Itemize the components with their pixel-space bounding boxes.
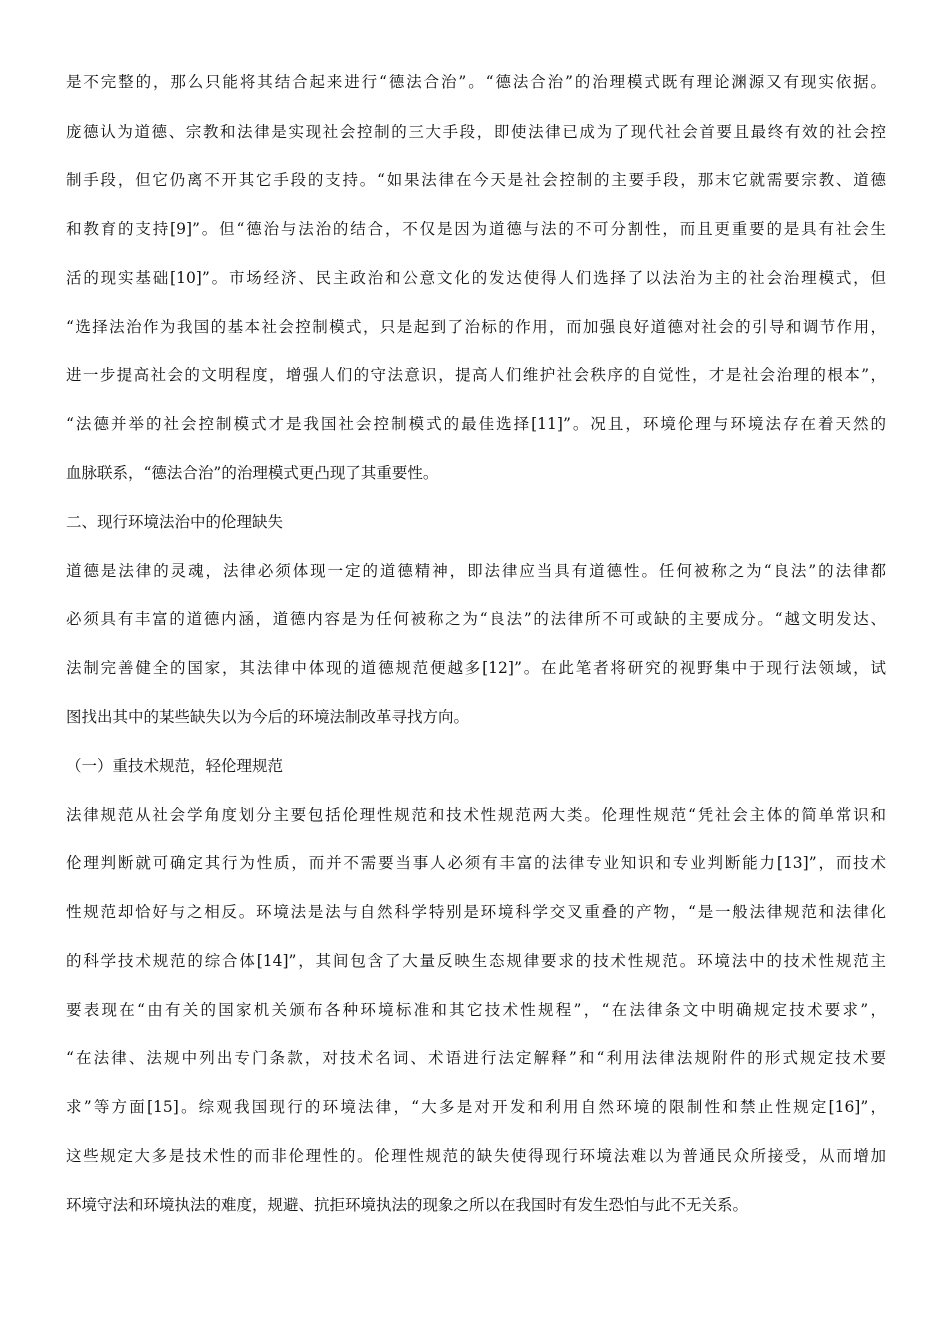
text-line: 环境守法和环境执法的难度，规避、抗拒环境执法的现象之所以在我国时有发生恐怕与此不无关系。 <box>66 1196 749 1214</box>
text-line: 是不完整的，那么只能将其结合起来进行“德法合治”。“德法合治”的治理模式既有理论渊源又有现实依据。 <box>66 73 886 91</box>
text-line: 图找出其中的某些缺失以为今后的环境法制改革寻找方向。 <box>66 708 470 726</box>
text-line: 制手段，但它仍离不开其它手段的支持。“如果法律在今天是社会控制的主要手段，那末它就需要宗教、道德 <box>66 171 886 189</box>
text-line: “选择法治作为我国的基本社会控制模式，只是起到了治标的作用，而加强良好道德对社会的引导和调节作用， <box>66 318 886 336</box>
text-line: 和教育的支持[9]”。但“德治与法治的结合，不仅是因为道德与法的不可分割性，而且更重要的是具有社会生 <box>66 220 886 238</box>
text-line: 性规范却恰好与之相反。环境法是法与自然科学特别是环境科学交叉重叠的产物，“是一般法律规范和法律化 <box>66 903 886 921</box>
text-line: 这些规定大多是技术性的而非伦理性的。伦理性规范的缺失使得现行环境法难以为普通民众所接受，从而增加 <box>66 1147 886 1165</box>
text-line: 血脉联系，“德法合治”的治理模式更凸现了其重要性。 <box>66 464 439 482</box>
text-line: 道德是法律的灵魂，法律必须体现一定的道德精神，即法律应当具有道德性。任何被称之为“良法”的法律都 <box>66 562 886 580</box>
text-line: 求”等方面[15]。综观我国现行的环境法律，“大多是对开发和利用自然环境的限制性和禁止性规定[16]”， <box>66 1098 886 1116</box>
section-heading: 二、现行环境法治中的伦理缺失 <box>66 513 284 531</box>
text-line: 活的现实基础[10]”。市场经济、民主政治和公意文化的发达使得人们选择了以法治为主的社会治理模式，但 <box>66 269 886 287</box>
text-line: 进一步提高社会的文明程度，增强人们的守法意识，提高人们维护社会秩序的自觉性，才是社会治理的根本”， <box>66 366 886 384</box>
text-line: 必须具有丰富的道德内涵，道德内容是为任何被称之为“良法”的法律所不可或缺的主要成分。“越文明发达、 <box>66 610 886 628</box>
text-line: “法德并举的社会控制模式才是我国社会控制模式的最佳选择[11]”。况且，环境伦理与环境法存在着天然的 <box>66 415 886 433</box>
text-line: 法制完善健全的国家，其法律中体现的道德规范便越多[12]”。在此笔者将研究的视野集中于现行法领域，试 <box>66 659 886 677</box>
text-line: 伦理判断就可确定其行为性质，而并不需要当事人必须有丰富的法律专业知识和专业判断能力[13]”，而技术 <box>66 854 886 872</box>
text-line: “在法律、法规中列出专门条款，对技术名词、术语进行法定解释”和“利用法律法规附件的形式规定技术要 <box>66 1049 886 1067</box>
subsection-heading: （一）重技术规范，轻伦理规范 <box>66 757 284 775</box>
text-line: 庞德认为道德、宗教和法律是实现社会控制的三大手段，即使法律已成为了现代社会首要且最终有效的社会控 <box>66 123 886 141</box>
text-line: 要表现在“由有关的国家机关颁布各种环境标准和其它技术性规程”，“在法律条文中明确规定技术要求”， <box>66 1001 886 1019</box>
text-line: 的科学技术规范的综合体[14]”，其间包含了大量反映生态规律要求的技术性规范。环境法中的技术性规范主 <box>66 952 886 970</box>
text-line: 法律规范从社会学角度划分主要包括伦理性规范和技术性规范两大类。伦理性规范“凭社会主体的简单常识和 <box>66 806 886 824</box>
